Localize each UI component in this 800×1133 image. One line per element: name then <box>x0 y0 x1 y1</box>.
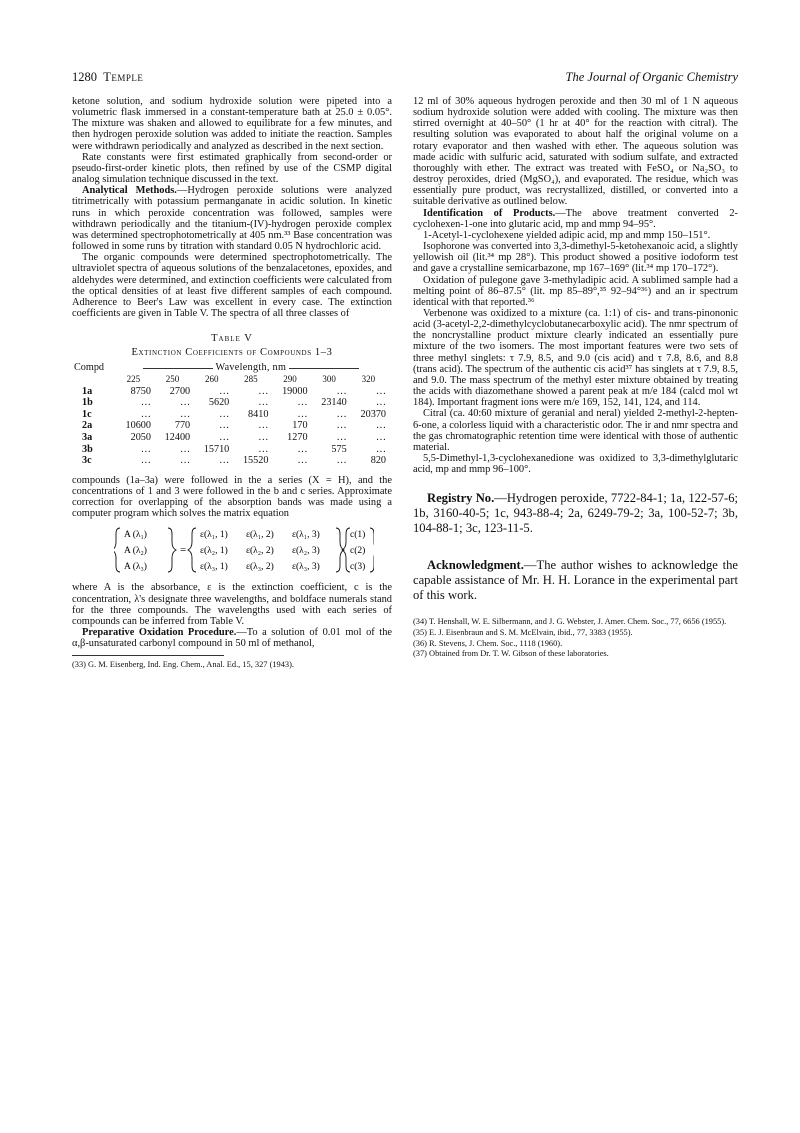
value-cell: 820 <box>370 455 386 467</box>
table-row <box>74 386 388 398</box>
wavelength-row <box>74 374 388 386</box>
value-cell: 8410 <box>248 408 269 420</box>
page-number: 1280 <box>72 70 97 84</box>
wavelength-285: 285 <box>244 374 258 385</box>
paragraph-text: —Hydrogen peroxide solutions were analyzed titrimetrically with potassium permanganate in acidic solution. In kinetic runs in which peroxide concentration was followed, samples were withdrawn periodically and the titanium-(IV)-hydrogen peroxide complex was determined spectrophotometrically at 405 nm.³³ Base concentration was followed in some runs by titration with standard 0.05 N hydrochloric acid. <box>72 185 392 253</box>
extinction-table <box>74 362 388 466</box>
value-cell: … <box>140 443 151 455</box>
paragraph: Isophorone was converted into 3,3-dimethyl-5-ketohexanoic acid, a slightly yellowish oil (lit.³⁴ mp 28°). This product showed a positive iodoform test and gave a crystalline semicarbazone, mp 167–169° (lit.³⁴ mp 170–172°). <box>413 241 738 275</box>
value-cell: … <box>140 397 151 409</box>
value-cell: … <box>336 432 347 443</box>
registry-text: —Hydrogen peroxide, 7722-84-1; 1a, 122-57-6; 1b, 3160-40-5; 1c, 943-88-4; 2a, 6249-79-2; 3a, 100-52-7; 3b, 104-88-1; 3c, 123-11-5. <box>413 491 738 536</box>
table-row <box>74 397 388 409</box>
absorbance-term: A (λ₂) <box>124 546 147 557</box>
table-row <box>74 455 388 467</box>
value-cell: 15520 <box>242 455 269 467</box>
running-author: Temple <box>103 70 144 84</box>
value-cell: 19000 <box>282 385 308 397</box>
value-cell: 23140 <box>321 397 347 409</box>
right-column <box>413 96 738 660</box>
value-cell: … <box>297 443 308 455</box>
value-cell: 770 <box>174 420 191 432</box>
value-cell: … <box>375 385 386 397</box>
footnotes-left <box>72 655 392 671</box>
value-cell: … <box>219 432 230 443</box>
footnote-37: (37) Obtained from Dr. T. W. Gibson of these laboratories. <box>413 649 609 659</box>
value-cell: 170 <box>292 420 308 432</box>
footnote-rule <box>72 655 224 656</box>
value-cell: 2050 <box>130 432 151 443</box>
table-row <box>74 409 388 421</box>
extinction-term: ε(λ₂, 2) <box>246 546 274 557</box>
extinction-term: ε(λ₃, 3) <box>292 562 320 573</box>
value-cell: … <box>258 443 269 455</box>
journal-name: The Journal of Organic Chemistry <box>565 70 738 84</box>
concentration-term: c(1) <box>350 530 366 541</box>
extinction-term: ε(λ₁, 1) <box>200 530 228 541</box>
value-cell: 15710 <box>203 443 230 455</box>
wavelength-250: 250 <box>165 374 180 385</box>
paragraph <box>413 208 738 230</box>
equation-graphic <box>114 524 374 576</box>
paragraph: 1-Acetyl-1-cyclohexene yielded adipic acid, mp and mmp 150–151°. <box>423 229 711 241</box>
paragraph: where A is the absorbance, ε is the extinction coefficient, c is the concentration, λ's designate three wavelengths, and boldface numerals stand for the three compounds. The wavelengths used with each series of compounds can be inferred from Table V. <box>72 582 392 627</box>
paragraph: 5,5-Dimethyl-1,3-cyclohexanedione was oxidized to 3,3-dimethylglutaric acid, mp and mmp 96–100°. <box>413 453 738 476</box>
paragraph: ketone solution, and sodium hydroxide solution were pipeted into a volumetric flask immersed in a constant-temperature bath at 25.0 ± 0.05°. The mixture was shaken and allowed to equilibrate for a few minutes, and then hydrogen peroxide solution was added to initiate the reaction. Samples were withdrawn periodically and analyzed as described in the next section. <box>72 96 392 152</box>
compd-cell: 3a <box>82 432 93 443</box>
paragraph <box>72 627 392 649</box>
value-cell: … <box>258 420 269 432</box>
section-heading: Preparative Oxidation Procedure. <box>82 627 237 639</box>
compd-cell: 1c <box>82 408 92 420</box>
value-cell: … <box>297 408 308 420</box>
paragraph-text: —To a solution of 0.01 mol of the α,β-unsaturated carbonyl compound in 50 ml of methanol, <box>72 627 392 650</box>
table-subtitle: Extinction Coefficients of Compounds 1–3 <box>131 347 333 359</box>
section-heading: Analytical Methods. <box>82 185 177 197</box>
value-cell: … <box>219 408 230 420</box>
matrix-equation <box>72 524 392 576</box>
value-cell: … <box>258 432 269 443</box>
footnote-35: (35) E. J. Eisenbraun and S. M. McElvain, ibid., 77, 3383 (1955). <box>413 627 633 637</box>
value-cell: … <box>375 443 386 455</box>
value-cell: … <box>140 408 151 420</box>
extinction-term: ε(λ₂, 3) <box>292 546 320 557</box>
page-header-left <box>72 70 143 85</box>
section-heading: Identification of Products. <box>423 207 556 219</box>
table-body <box>74 386 388 467</box>
wavelength-300: 300 <box>322 374 336 385</box>
value-cell: … <box>336 455 347 467</box>
value-cell: 8750 <box>130 385 151 397</box>
value-cell: … <box>336 420 347 432</box>
extinction-term: ε(λ₃, 2) <box>246 562 274 573</box>
compd-cell: 1a <box>82 385 93 397</box>
table-row <box>74 444 388 456</box>
concentration-term: c(3) <box>350 562 366 573</box>
acknowledgment <box>413 558 738 603</box>
wavelength-label: Wavelength, nm <box>215 362 287 374</box>
value-cell: 5620 <box>208 397 230 409</box>
registry-numbers <box>413 491 738 536</box>
registry-heading: Registry No. <box>427 491 495 506</box>
equals-sign: = <box>180 544 187 557</box>
extinction-term: ε(λ₁, 3) <box>292 530 320 541</box>
extinction-term: ε(λ₂, 1) <box>200 546 228 557</box>
value-cell: … <box>179 443 191 455</box>
left-column <box>72 96 392 671</box>
compd-cell: 3b <box>82 443 93 455</box>
table-row <box>74 432 388 444</box>
paragraph: The organic compounds were determined spectrophotometrically. The ultraviolet spectra of aqueous solutions of the benzalacetones, epoxides, and aldehydes were determined, and extinction coefficients were calculated from the optical densities of at least five different samples of each compound. Adherence to Beer's Law was excellent in every case. The extinction coefficients are given in Table V. The spectra of all three classes of <box>72 252 392 319</box>
table-header-row <box>74 362 388 374</box>
page-header <box>72 70 738 86</box>
paragraph <box>72 185 392 252</box>
value-cell: … <box>375 420 386 432</box>
value-cell: … <box>258 385 269 397</box>
value-cell: … <box>179 408 191 420</box>
value-cell: … <box>297 397 308 409</box>
table-caption <box>72 333 392 358</box>
value-cell: … <box>336 385 347 397</box>
value-cell: … <box>375 397 386 409</box>
footnote-33: (33) G. M. Eisenberg, Ind. Eng. Chem., Anal. Ed., 15, 327 (1943). <box>72 660 294 670</box>
value-cell: … <box>297 455 308 467</box>
value-cell: … <box>219 385 230 397</box>
paragraph: compounds (1a–3a) were followed in the a series (X = H), and the concentrations of 1 and 3 were followed in the b and c series. Approximate correction for overlapping of the absorption bands was made using a computer program which solves the matrix equation <box>72 474 392 520</box>
paragraph: Citral (ca. 40:60 mixture of geranial and neral) yielded 2-methyl-2-hepten-6-one, a colorless liquid with a characteristic odor. The ir and nmr spectra and the gas chromatographic retention time were identical with those of authentic material. <box>413 408 738 453</box>
acknowledgment-heading: Acknowledgment. <box>427 558 524 573</box>
paragraph: Rate constants were first estimated graphically from second-order or pseudo-first-order kinetic plots, then refined by use of the CSMP digital analog simulation technique discussed in the text. <box>72 151 392 186</box>
compd-cell: 3c <box>82 455 92 467</box>
wavelength-290: 290 <box>283 374 297 385</box>
table-row <box>74 420 388 432</box>
paragraph: 12 ml of 30% aqueous hydrogen peroxide and then 30 ml of 1 N aqueous sodium hydroxide solution were added with cooling. The mixture was then stirred overnight at 40–50° (1 hr at 40° for the reaction with citral). The resulting solution was evaporated to about half the original volume on a rotary evaporator and then washed with ether. The aqueous solution was made acidic with sulfuric acid, saturated with sodium sulfate, and extracted thoroughly with ether. The extract was treated with FeSO₄ or Na₂SO₃ to destroy peroxides, dried (MgSO₄), and evaporated. The residue, which was essentially pure product, was recrystallized, distilled, or converted into a suitable derivative as outlined below. <box>413 96 738 208</box>
absorbance-term: A (λ₃) <box>124 562 147 573</box>
value-cell: … <box>179 397 191 409</box>
absorbance-term: A (λ₁) <box>124 530 147 541</box>
value-cell: 1270 <box>287 432 308 443</box>
value-cell: … <box>336 408 347 420</box>
footnote-34: (34) T. Henshall, W. E. Silbermann, and J. G. Webster, J. Amer. Chem. Soc., 77, 6656 (1955). <box>413 617 727 627</box>
footnote-36: (36) R. Stevens, J. Chem. Soc., 1118 (1960). <box>413 638 563 648</box>
value-cell: 20370 <box>360 408 386 420</box>
value-cell: … <box>258 397 269 409</box>
value-cell: 2700 <box>169 385 191 397</box>
value-cell: … <box>179 455 191 467</box>
wavelength-320: 320 <box>361 374 376 385</box>
wavelength-header <box>114 362 388 374</box>
extinction-term: ε(λ₃, 1) <box>200 562 228 573</box>
compd-cell: 2a <box>82 420 93 432</box>
wavelength-225: 225 <box>126 374 141 385</box>
value-cell: 575 <box>331 443 347 455</box>
extinction-term: ε(λ₁, 2) <box>246 530 274 541</box>
footnotes-right <box>413 617 738 659</box>
paragraph-text: —The above treatment converted 2-cyclohexen-1-one into glutaric acid, mp and mmp 94–95°. <box>413 207 738 230</box>
acknowledgment-text: —The author wishes to acknowledge the capable assistance of Mr. H. H. Lorance in the experimental part of this work. <box>413 558 738 603</box>
compd-header: Compd <box>74 362 105 374</box>
value-cell: 12400 <box>164 432 191 443</box>
value-cell: … <box>219 420 230 432</box>
paragraph: Oxidation of pulegone gave 3-methyladipic acid. A sublimed sample had a melting point of 86–87.5° (lit. mp 85–89°,³⁵ 92–94°³⁶) and an ir spectrum identical with that reported.³⁶ <box>413 274 738 308</box>
value-cell: … <box>219 455 230 467</box>
value-cell: … <box>375 432 386 443</box>
value-cell: … <box>140 455 151 467</box>
paragraph: Verbenone was oxidized to a mixture (ca. 1:1) of cis- and trans-pinononic acid (3-acetyl-2,2-dimethylcyclobutanecarboxylic acid). The nmr spectrum of the noncrystalline product mixture clearly indicated an essentially pure mixture of the two isomers. The most important features were two sets of three methyl singlets: τ 7.9, 8.5, and 9.0 (cis acid) and τ 7.8, 8.6, and 8.8 (trans acid). The spectrum of the authentic cis acid³⁷ has singlets at τ 7.9, 8.5, and 9.0. The mass spectrum of the methyl ester mixture obtained by treating the acids with diazomethane showed a parent peak at m/e 184 (calcd mol wt 184). Important fragment ions were m/e 169, 152, 141, 124, and 114. <box>413 307 738 409</box>
wavelength-260: 260 <box>204 374 219 385</box>
table-title: Table V <box>211 333 253 345</box>
concentration-term: c(2) <box>350 546 366 557</box>
compd-cell: 1b <box>82 397 93 409</box>
value-cell: 10600 <box>125 420 151 432</box>
